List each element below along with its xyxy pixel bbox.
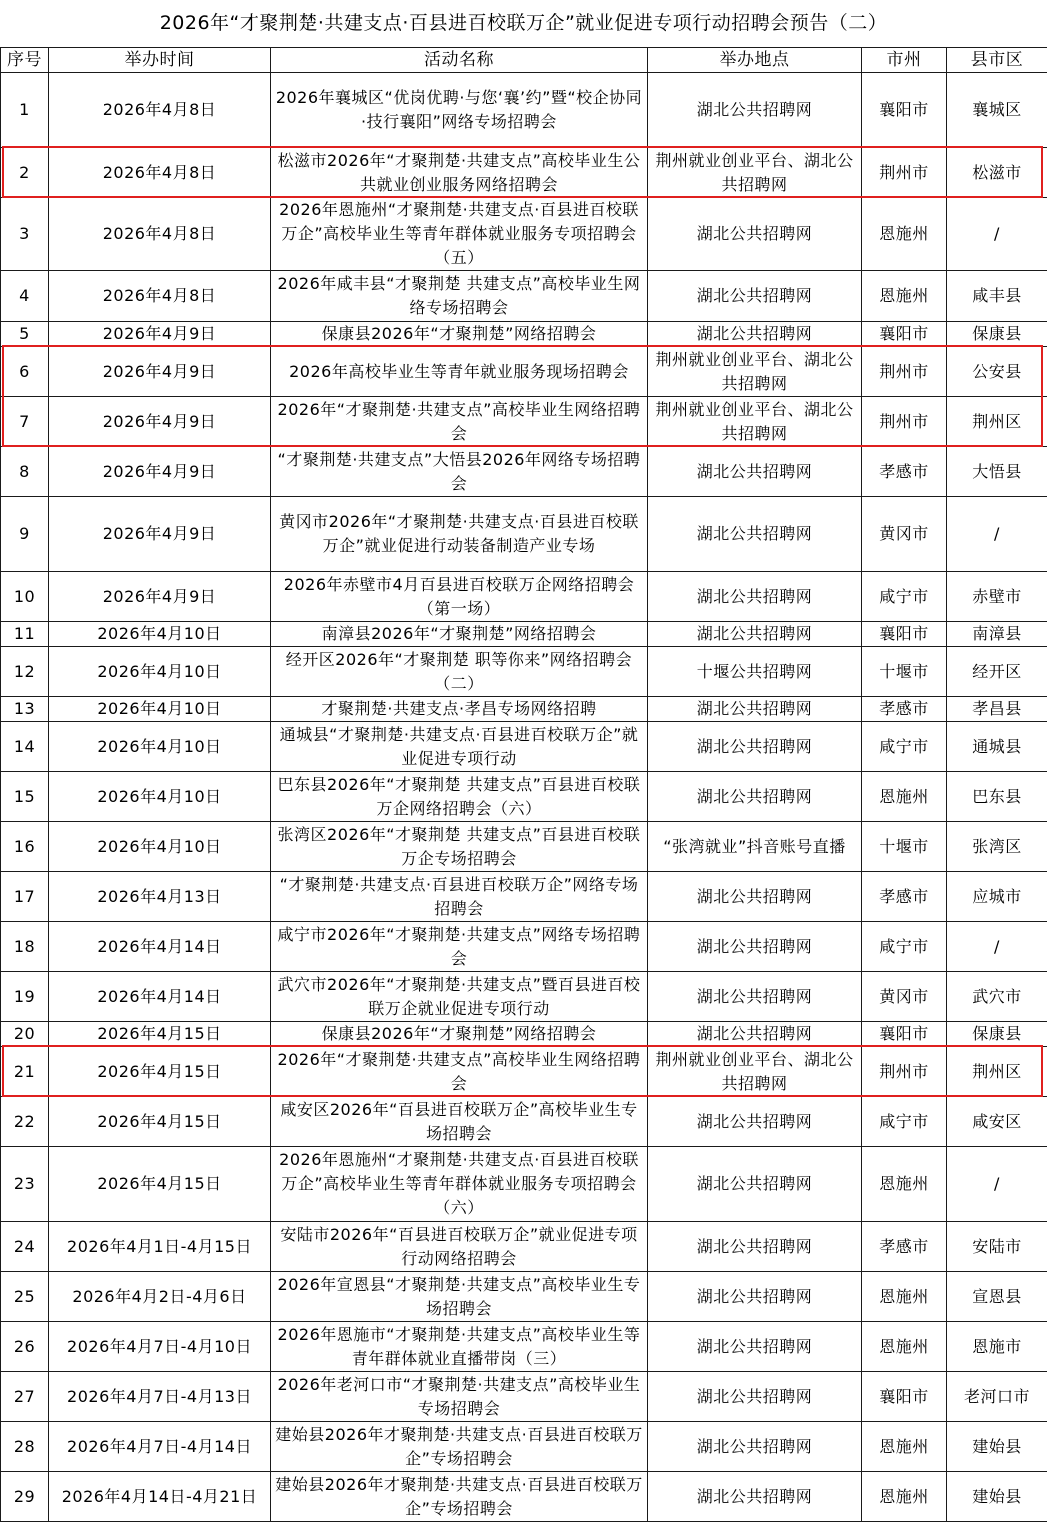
cell-venue: 湖北公共招聘网 <box>648 1372 862 1422</box>
page-title: 2026年“才聚荆楚·共建支点·百县进百校联万企”就业促进专项行动招聘会预告（二） <box>159 12 888 34</box>
table-row <box>1 697 1047 722</box>
cell-county: 张湾区 <box>947 822 1047 872</box>
cell-no: 7 <box>1 397 49 447</box>
cell-name: 通城县“才聚荆楚·共建支点·百县进百校联万企”就业促进专项行动 <box>271 722 648 772</box>
cell-county: 保康县 <box>947 322 1047 347</box>
table-row <box>1 271 1047 322</box>
cell-no: 15 <box>1 772 49 822</box>
cell-name: 2026年老河口市“才聚荆楚·共建支点”高校毕业生专场招聘会 <box>271 1372 648 1422</box>
cell-county: 咸丰县 <box>947 271 1047 322</box>
cell-venue: 湖北公共招聘网 <box>648 271 862 322</box>
cell-no: 11 <box>1 622 49 647</box>
cell-name: 建始县2026年才聚荆楚·共建支点·百县进百校联万企”专场招聘会 <box>271 1422 648 1472</box>
header-name: 活动名称 <box>271 48 648 73</box>
table-row <box>1 73 1047 148</box>
cell-date: 2026年4月8日 <box>49 73 271 148</box>
cell-date: 2026年4月2日-4月6日 <box>49 1272 271 1322</box>
cell-city: 咸宁市 <box>862 572 947 622</box>
cell-city: 恩施州 <box>862 1322 947 1372</box>
cell-date: 2026年4月15日 <box>49 1022 271 1047</box>
cell-name: 2026年宣恩县“才聚荆楚·共建支点”高校毕业生专场招聘会 <box>271 1272 648 1322</box>
cell-county: 南漳县 <box>947 622 1047 647</box>
header-venue: 举办地点 <box>648 48 862 73</box>
cell-city: 十堰市 <box>862 647 947 697</box>
table-row <box>1 972 1047 1022</box>
cell-city: 荆州市 <box>862 397 947 447</box>
cell-no: 20 <box>1 1022 49 1047</box>
cell-venue: 荆州就业创业平台、湖北公共招聘网 <box>648 397 862 447</box>
cell-county: 恩施市 <box>947 1322 1047 1372</box>
cell-city: 恩施州 <box>862 772 947 822</box>
table-row <box>1 347 1047 397</box>
cell-venue: 湖北公共招聘网 <box>648 1272 862 1322</box>
cell-venue: 湖北公共招聘网 <box>648 972 862 1022</box>
cell-county: 松滋市 <box>947 148 1047 198</box>
cell-name: 2026年“才聚荆楚·共建支点”高校毕业生网络招聘会 <box>271 1047 648 1097</box>
table-row <box>1 572 1047 622</box>
cell-no: 19 <box>1 972 49 1022</box>
cell-county: 襄城区 <box>947 73 1047 148</box>
cell-county: 老河口市 <box>947 1372 1047 1422</box>
cell-no: 26 <box>1 1322 49 1372</box>
cell-venue: 湖北公共招聘网 <box>648 922 862 972</box>
cell-city: 咸宁市 <box>862 1097 947 1147</box>
cell-venue: 湖北公共招聘网 <box>648 697 862 722</box>
cell-no: 29 <box>1 1472 49 1522</box>
cell-date: 2026年4月9日 <box>49 397 271 447</box>
table-row <box>1 198 1047 271</box>
cell-date: 2026年4月7日-4月10日 <box>49 1322 271 1372</box>
table-row <box>1 622 1047 647</box>
cell-name: 2026年恩施州“才聚荆楚·共建支点·百县进百校联万企”高校毕业生等青年群体就业服务专项招聘会（六） <box>271 1147 648 1222</box>
cell-no: 5 <box>1 322 49 347</box>
table-row <box>1 322 1047 347</box>
cell-no: 27 <box>1 1372 49 1422</box>
cell-name: 2026年“才聚荆楚·共建支点”高校毕业生网络招聘会 <box>271 397 648 447</box>
cell-county: 咸安区 <box>947 1097 1047 1147</box>
cell-venue: 湖北公共招聘网 <box>648 872 862 922</box>
cell-no: 25 <box>1 1272 49 1322</box>
cell-county: / <box>947 198 1047 271</box>
cell-city: 咸宁市 <box>862 922 947 972</box>
header-no: 序号 <box>1 48 49 73</box>
header-city: 市州 <box>862 48 947 73</box>
cell-date: 2026年4月10日 <box>49 722 271 772</box>
cell-venue: 湖北公共招聘网 <box>648 198 862 271</box>
cell-name: 保康县2026年“才聚荆楚”网络招聘会 <box>271 1022 648 1047</box>
cell-date: 2026年4月1日-4月15日 <box>49 1222 271 1272</box>
cell-date: 2026年4月10日 <box>49 647 271 697</box>
cell-city: 孝感市 <box>862 697 947 722</box>
cell-no: 13 <box>1 697 49 722</box>
cell-no: 24 <box>1 1222 49 1272</box>
cell-venue: 湖北公共招聘网 <box>648 322 862 347</box>
cell-date: 2026年4月14日 <box>49 972 271 1022</box>
cell-name: 安陆市2026年“百县进百校联万企”就业促进专项行动网络招聘会 <box>271 1222 648 1272</box>
cell-county: 应城市 <box>947 872 1047 922</box>
table-row <box>1 647 1047 697</box>
cell-city: 孝感市 <box>862 872 947 922</box>
cell-no: 8 <box>1 447 49 497</box>
cell-venue: 湖北公共招聘网 <box>648 1422 862 1472</box>
cell-county: 荆州区 <box>947 1047 1047 1097</box>
table-row <box>1 1472 1047 1522</box>
table-row <box>1 1372 1047 1422</box>
cell-city: 荆州市 <box>862 347 947 397</box>
cell-venue: 湖北公共招聘网 <box>648 622 862 647</box>
cell-city: 十堰市 <box>862 822 947 872</box>
cell-county: 通城县 <box>947 722 1047 772</box>
cell-date: 2026年4月8日 <box>49 271 271 322</box>
table-row <box>1 1422 1047 1472</box>
cell-no: 16 <box>1 822 49 872</box>
table-row <box>1 1322 1047 1372</box>
table-row <box>1 497 1047 572</box>
cell-city: 荆州市 <box>862 148 947 198</box>
cell-no: 22 <box>1 1097 49 1147</box>
cell-city: 恩施州 <box>862 1272 947 1322</box>
cell-city: 恩施州 <box>862 1147 947 1222</box>
cell-county: / <box>947 922 1047 972</box>
cell-no: 6 <box>1 347 49 397</box>
table-row <box>1 1022 1047 1047</box>
cell-venue: 湖北公共招聘网 <box>648 1097 862 1147</box>
table-row <box>1 822 1047 872</box>
cell-city: 襄阳市 <box>862 1372 947 1422</box>
cell-venue: 湖北公共招聘网 <box>648 722 862 772</box>
table-row <box>1 1097 1047 1147</box>
header-date: 举办时间 <box>49 48 271 73</box>
cell-county: 荆州区 <box>947 397 1047 447</box>
cell-venue: “张湾就业”抖音账号直播 <box>648 822 862 872</box>
cell-no: 1 <box>1 73 49 148</box>
cell-city: 恩施州 <box>862 1422 947 1472</box>
cell-name: 武穴市2026年“才聚荆楚·共建支点”暨百县进百校联万企就业促进专项行动 <box>271 972 648 1022</box>
cell-name: 经开区2026年“才聚荆楚 职等你来”网络招聘会（二） <box>271 647 648 697</box>
cell-date: 2026年4月15日 <box>49 1147 271 1222</box>
cell-venue: 湖北公共招聘网 <box>648 1147 862 1222</box>
cell-date: 2026年4月10日 <box>49 822 271 872</box>
table-row <box>1 1272 1047 1322</box>
cell-date: 2026年4月9日 <box>49 347 271 397</box>
cell-city: 恩施州 <box>862 198 947 271</box>
cell-name: “才聚荆楚·共建支点”大悟县2026年网络专场招聘会 <box>271 447 648 497</box>
cell-name: 才聚荆楚·共建支点·孝昌专场网络招聘 <box>271 697 648 722</box>
cell-no: 28 <box>1 1422 49 1472</box>
cell-county: / <box>947 1147 1047 1222</box>
cell-county: 建始县 <box>947 1422 1047 1472</box>
cell-county: 武穴市 <box>947 972 1047 1022</box>
cell-venue: 湖北公共招聘网 <box>648 772 862 822</box>
cell-county: 赤壁市 <box>947 572 1047 622</box>
cell-city: 恩施州 <box>862 271 947 322</box>
cell-name: 建始县2026年才聚荆楚·共建支点·百县进百校联万企”专场招聘会 <box>271 1472 648 1522</box>
cell-venue: 荆州就业创业平台、湖北公共招聘网 <box>648 1047 862 1097</box>
header-row <box>1 48 1047 73</box>
table-row <box>1 1222 1047 1272</box>
cell-date: 2026年4月13日 <box>49 872 271 922</box>
cell-city: 荆州市 <box>862 1047 947 1097</box>
cell-date: 2026年4月15日 <box>49 1047 271 1097</box>
cell-name: 咸安区2026年“百县进百校联万企”高校毕业生专场招聘会 <box>271 1097 648 1147</box>
cell-no: 21 <box>1 1047 49 1097</box>
cell-no: 2 <box>1 148 49 198</box>
cell-no: 9 <box>1 497 49 572</box>
cell-county: 公安县 <box>947 347 1047 397</box>
cell-county: / <box>947 497 1047 572</box>
cell-date: 2026年4月15日 <box>49 1097 271 1147</box>
cell-no: 17 <box>1 872 49 922</box>
cell-no: 23 <box>1 1147 49 1222</box>
cell-name: 2026年恩施州“才聚荆楚·共建支点·百县进百校联万企”高校毕业生等青年群体就业服务专项招聘会（五） <box>271 198 648 271</box>
cell-venue: 湖北公共招聘网 <box>648 73 862 148</box>
cell-city: 孝感市 <box>862 447 947 497</box>
cell-no: 18 <box>1 922 49 972</box>
recruitment-table <box>0 47 1047 1522</box>
table-row <box>1 772 1047 822</box>
cell-date: 2026年4月9日 <box>49 572 271 622</box>
cell-county: 孝昌县 <box>947 697 1047 722</box>
cell-no: 3 <box>1 198 49 271</box>
cell-name: 2026年襄城区“优岗优聘·与您‘襄’约”暨“校企协同·技行襄阳”网络专场招聘会 <box>271 73 648 148</box>
cell-county: 建始县 <box>947 1472 1047 1522</box>
cell-venue: 湖北公共招聘网 <box>648 572 862 622</box>
cell-name: 保康县2026年“才聚荆楚”网络招聘会 <box>271 322 648 347</box>
cell-venue: 十堰公共招聘网 <box>648 647 862 697</box>
cell-county: 巴东县 <box>947 772 1047 822</box>
cell-city: 黄冈市 <box>862 972 947 1022</box>
cell-no: 14 <box>1 722 49 772</box>
cell-date: 2026年4月7日-4月14日 <box>49 1422 271 1472</box>
cell-date: 2026年4月8日 <box>49 198 271 271</box>
cell-name: 2026年恩施市“才聚荆楚·共建支点”高校毕业生等青年群体就业直播带岗（三） <box>271 1322 648 1372</box>
cell-county: 经开区 <box>947 647 1047 697</box>
cell-venue: 湖北公共招聘网 <box>648 1022 862 1047</box>
cell-city: 恩施州 <box>862 1472 947 1522</box>
cell-date: 2026年4月9日 <box>49 497 271 572</box>
cell-date: 2026年4月10日 <box>49 697 271 722</box>
cell-city: 襄阳市 <box>862 1022 947 1047</box>
cell-venue: 湖北公共招聘网 <box>648 1322 862 1372</box>
cell-county: 大悟县 <box>947 447 1047 497</box>
cell-county: 宣恩县 <box>947 1272 1047 1322</box>
cell-county: 安陆市 <box>947 1222 1047 1272</box>
cell-venue: 湖北公共招聘网 <box>648 1222 862 1272</box>
cell-name: 黄冈市2026年“才聚荆楚·共建支点·百县进百校联万企”就业促进行动装备制造产业专场 <box>271 497 648 572</box>
cell-date: 2026年4月8日 <box>49 148 271 198</box>
cell-date: 2026年4月10日 <box>49 772 271 822</box>
cell-date: 2026年4月7日-4月13日 <box>49 1372 271 1422</box>
table-row <box>1 397 1047 447</box>
cell-city: 襄阳市 <box>862 73 947 148</box>
cell-city: 孝感市 <box>862 1222 947 1272</box>
header-county: 县市区 <box>947 48 1047 73</box>
cell-name: 2026年赤壁市4月百县进百校联万企网络招聘会（第一场） <box>271 572 648 622</box>
cell-name: 张湾区2026年“才聚荆楚 共建支点”百县进百校联万企专场招聘会 <box>271 822 648 872</box>
cell-name: 咸宁市2026年“才聚荆楚·共建支点”网络专场招聘会 <box>271 922 648 972</box>
cell-city: 襄阳市 <box>862 622 947 647</box>
cell-no: 10 <box>1 572 49 622</box>
cell-city: 黄冈市 <box>862 497 947 572</box>
cell-date: 2026年4月14日 <box>49 922 271 972</box>
cell-date: 2026年4月9日 <box>49 447 271 497</box>
cell-venue: 湖北公共招聘网 <box>648 1472 862 1522</box>
table-row <box>1 148 1047 198</box>
table-row <box>1 1147 1047 1222</box>
cell-no: 4 <box>1 271 49 322</box>
cell-county: 保康县 <box>947 1022 1047 1047</box>
cell-name: 巴东县2026年“才聚荆楚 共建支点”百县进百校联万企网络招聘会（六） <box>271 772 648 822</box>
table-row <box>1 447 1047 497</box>
cell-venue: 湖北公共招聘网 <box>648 497 862 572</box>
cell-date: 2026年4月9日 <box>49 322 271 347</box>
cell-name: 松滋市2026年“才聚荆楚·共建支点”高校毕业生公共就业创业服务网络招聘会 <box>271 148 648 198</box>
table-row <box>1 722 1047 772</box>
cell-name: “才聚荆楚·共建支点·百县进百校联万企”网络专场招聘会 <box>271 872 648 922</box>
cell-venue: 湖北公共招聘网 <box>648 447 862 497</box>
cell-city: 襄阳市 <box>862 322 947 347</box>
cell-venue: 荆州就业创业平台、湖北公共招聘网 <box>648 148 862 198</box>
cell-no: 12 <box>1 647 49 697</box>
table-row <box>1 1047 1047 1097</box>
cell-name: 2026年咸丰县“才聚荆楚 共建支点”高校毕业生网络专场招聘会 <box>271 271 648 322</box>
cell-date: 2026年4月14日-4月21日 <box>49 1472 271 1522</box>
cell-date: 2026年4月10日 <box>49 622 271 647</box>
cell-venue: 荆州就业创业平台、湖北公共招聘网 <box>648 347 862 397</box>
cell-name: 南漳县2026年“才聚荆楚”网络招聘会 <box>271 622 648 647</box>
cell-name: 2026年高校毕业生等青年就业服务现场招聘会 <box>271 347 648 397</box>
table-row <box>1 922 1047 972</box>
table-row <box>1 872 1047 922</box>
cell-city: 咸宁市 <box>862 722 947 772</box>
